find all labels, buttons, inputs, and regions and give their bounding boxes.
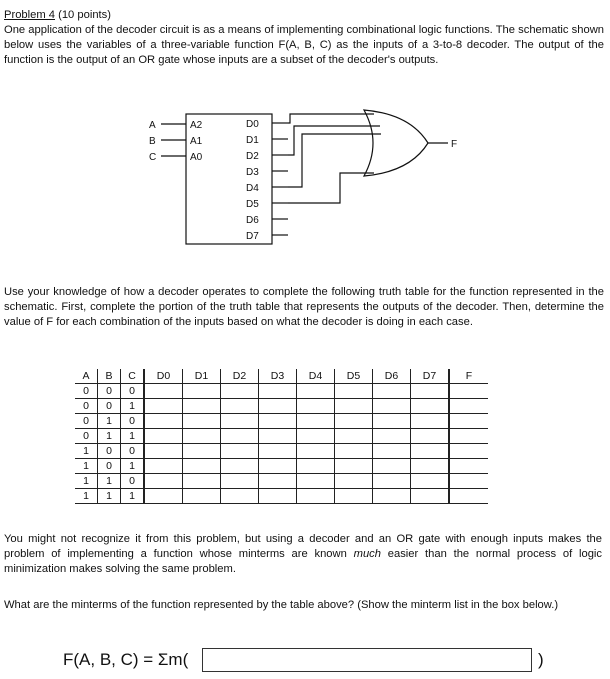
decoder-output-cell[interactable] (221, 459, 259, 474)
decoder-output-d7: D7 (246, 231, 259, 242)
f-output-cell[interactable] (449, 414, 488, 429)
f-output-cell[interactable] (449, 474, 488, 489)
input-cell: 0 (75, 399, 98, 414)
decoder-output-cell[interactable] (144, 414, 183, 429)
note-emphasis: much (353, 548, 381, 560)
decoder-output-cell[interactable] (297, 384, 335, 399)
decoder-input-a1: A1 (190, 136, 203, 147)
output-label-f: F (451, 139, 458, 150)
decoder-output-cell[interactable] (259, 444, 297, 459)
input-cell: 1 (121, 459, 145, 474)
decoder-output-cell[interactable] (144, 384, 183, 399)
decoder-output-cell[interactable] (335, 474, 373, 489)
decoder-output-cell[interactable] (297, 429, 335, 444)
input-cell: 0 (98, 399, 121, 414)
input-cell: 0 (75, 429, 98, 444)
decoder-output-cell[interactable] (183, 384, 221, 399)
decoder-output-d5: D5 (246, 199, 259, 210)
input-label-c: C (149, 152, 157, 163)
decoder-output-cell[interactable] (221, 444, 259, 459)
problem-points: (10 points) (55, 9, 111, 21)
input-cell: 0 (121, 414, 145, 429)
note-paragraph (4, 532, 602, 577)
f-output-cell[interactable] (449, 429, 488, 444)
input-cell: 0 (75, 384, 98, 399)
decoder-output-cell[interactable] (373, 414, 411, 429)
input-cell: 0 (98, 459, 121, 474)
decoder-input-a0: A0 (190, 152, 203, 163)
decoder-output-cell[interactable] (183, 474, 221, 489)
input-cell: 1 (121, 429, 145, 444)
minterm-answer-box[interactable] (202, 648, 532, 672)
minterm-closing-paren: ) (538, 650, 544, 669)
decoder-output-cell[interactable] (335, 444, 373, 459)
decoder-output-cell[interactable] (183, 399, 221, 414)
input-cell: 1 (98, 429, 121, 444)
decoder-output-cell[interactable] (221, 384, 259, 399)
table-row (75, 459, 488, 474)
decoder-output-cell[interactable] (183, 444, 221, 459)
header-f: F (449, 369, 488, 384)
decoder-output-cell[interactable] (259, 489, 297, 504)
decoder-output-cell[interactable] (335, 384, 373, 399)
table-row (75, 474, 488, 489)
truth-table (75, 369, 488, 504)
decoder-output-cell[interactable] (144, 444, 183, 459)
decoder-output-cell[interactable] (373, 399, 411, 414)
decoder-output-cell[interactable] (297, 474, 335, 489)
decoder-output-d3: D3 (246, 167, 259, 178)
decoder-output-d4: D4 (246, 183, 259, 194)
input-cell: 1 (98, 414, 121, 429)
decoder-output-cell[interactable] (411, 429, 450, 444)
decoder-block (186, 114, 272, 244)
decoder-output-cell[interactable] (183, 459, 221, 474)
header-d4: D4 (297, 369, 335, 384)
header-d3: D3 (259, 369, 297, 384)
input-label-b: B (149, 136, 156, 147)
decoder-output-cell[interactable] (144, 399, 183, 414)
decoder-output-cell[interactable] (259, 399, 297, 414)
decoder-output-d2: D2 (246, 151, 259, 162)
header-c: C (121, 369, 145, 384)
decoder-output-cell[interactable] (373, 444, 411, 459)
decoder-output-cell[interactable] (411, 384, 450, 399)
decoder-output-cell[interactable] (297, 459, 335, 474)
input-cell: 0 (75, 414, 98, 429)
decoder-output-cell[interactable] (259, 474, 297, 489)
input-cell: 1 (98, 474, 121, 489)
input-cell: 1 (75, 489, 98, 504)
decoder-output-cell[interactable] (335, 489, 373, 504)
decoder-output-cell[interactable] (259, 414, 297, 429)
decoder-output-cell[interactable] (221, 399, 259, 414)
f-output-cell[interactable] (449, 444, 488, 459)
header-a: A (75, 369, 98, 384)
table-row (75, 429, 488, 444)
decoder-output-cell[interactable] (297, 444, 335, 459)
decoder-output-cell[interactable] (144, 474, 183, 489)
table-row (75, 414, 488, 429)
instructions-paragraph: Use your knowledge of how a decoder operates to complete the following truth table for the function represented in the schematic. First, complete the portion of the truth table that represents the outputs of the decoder. Then, determine the value of F for each combination of the inputs based on what the decoder is doing in each case. (4, 286, 604, 328)
intro-paragraph: One application of the decoder circuit is as a means of implementing combinational logic functions. The schematic shown below uses the variables of a three-variable function F(A, B, C) as the inputs of a 3-to-8 decoder. The output of the function is the output of an OR gate whose inputs are a subset of the decoder's outputs. (4, 24, 604, 66)
question-paragraph: What are the minterms of the function represented by the table above? (Show the minterm list in the box below.) (4, 599, 559, 611)
decoder-output-cell[interactable] (144, 459, 183, 474)
decoder-output-cell[interactable] (373, 489, 411, 504)
truth-table-header-row (75, 369, 488, 384)
f-output-cell[interactable] (449, 384, 488, 399)
input-cell: 1 (98, 489, 121, 504)
decoder-output-cell[interactable] (411, 489, 450, 504)
input-cell: 1 (121, 399, 145, 414)
decoder-output-d6: D6 (246, 215, 259, 226)
decoder-output-cell[interactable] (411, 399, 450, 414)
minterm-formula-label: F(A, B, C) = Σm( (63, 650, 189, 669)
decoder-input-a2: A2 (190, 120, 203, 131)
header-d2: D2 (221, 369, 259, 384)
decoder-output-cell[interactable] (221, 474, 259, 489)
table-row (75, 384, 488, 399)
decoder-output-cell[interactable] (221, 489, 259, 504)
note-text-start: You might not recognize it from this problem, but using a decoder and an OR gate with enough inputs makes the problem of implementing a function whose minterms are known (4, 533, 602, 560)
input-cell: 0 (121, 444, 145, 459)
decoder-output-d1: D1 (246, 135, 259, 146)
decoder-output-cell[interactable] (411, 459, 450, 474)
decoder-output-cell[interactable] (259, 429, 297, 444)
decoder-output-cell[interactable] (297, 414, 335, 429)
table-row (75, 399, 488, 414)
decoder-output-cell[interactable] (335, 429, 373, 444)
problem-title: Problem 4 (4, 9, 55, 21)
decoder-output-cell[interactable] (373, 384, 411, 399)
input-label-a: A (149, 120, 156, 131)
decoder-output-cell[interactable] (297, 489, 335, 504)
input-cell: 1 (75, 459, 98, 474)
decoder-output-cell[interactable] (221, 429, 259, 444)
input-cell: 1 (121, 489, 145, 504)
table-row (75, 489, 488, 504)
decoder-output-cell[interactable] (411, 444, 450, 459)
decoder-output-cell[interactable] (144, 489, 183, 504)
decoder-output-cell[interactable] (373, 459, 411, 474)
truth-table-body (75, 384, 488, 504)
decoder-output-cell[interactable] (183, 429, 221, 444)
decoder-output-cell[interactable] (259, 384, 297, 399)
input-cell: 1 (75, 444, 98, 459)
decoder-output-cell[interactable] (221, 414, 259, 429)
header-d6: D6 (373, 369, 411, 384)
header-d0: D0 (144, 369, 183, 384)
header-d5: D5 (335, 369, 373, 384)
decoder-output-cell[interactable] (335, 414, 373, 429)
table-row (75, 444, 488, 459)
decoder-output-d0: D0 (246, 119, 259, 130)
input-cell: 1 (75, 474, 98, 489)
f-output-cell[interactable] (449, 399, 488, 414)
decoder-output-cell[interactable] (335, 399, 373, 414)
header-d1: D1 (183, 369, 221, 384)
decoder-output-cell[interactable] (411, 474, 450, 489)
header-d7: D7 (411, 369, 450, 384)
or-gate (364, 110, 428, 176)
problem-header (4, 8, 111, 22)
input-cell: 0 (98, 384, 121, 399)
decoder-output-cell[interactable] (144, 429, 183, 444)
decoder-output-cell[interactable] (183, 489, 221, 504)
decoder-output-cell[interactable] (373, 474, 411, 489)
decoder-output-cell[interactable] (297, 399, 335, 414)
decoder-output-cell[interactable] (259, 459, 297, 474)
input-cell: 0 (121, 474, 145, 489)
decoder-output-cell[interactable] (373, 429, 411, 444)
input-cell: 0 (121, 384, 145, 399)
input-cell: 0 (98, 444, 121, 459)
decoder-output-cell[interactable] (183, 414, 221, 429)
f-output-cell[interactable] (449, 459, 488, 474)
decoder-output-cell[interactable] (335, 459, 373, 474)
note-text-end: easier than the normal process of logic minimization makes solving the same problem. (4, 548, 602, 575)
decoder-output-cell[interactable] (411, 414, 450, 429)
header-b: B (98, 369, 121, 384)
f-output-cell[interactable] (449, 489, 488, 504)
